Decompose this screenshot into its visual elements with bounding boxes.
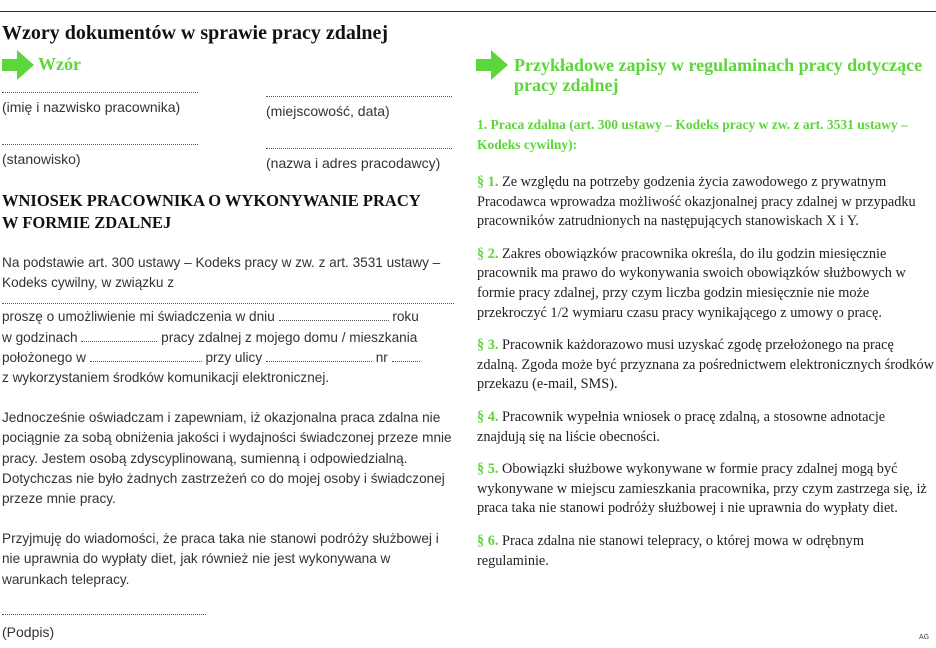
rule-number: § 5. — [477, 461, 499, 478]
article-heading: 1. Praca zdalna (art. 300 ustawy – Kodeks pracy w zw. z art. 3531 ustawy – Kodeks cywilny): — [477, 117, 908, 152]
blank-line — [266, 136, 452, 149]
request-text: przy ulicy — [205, 349, 263, 365]
rule-number: § 1. — [477, 174, 499, 190]
field-label: (stanowisko) — [2, 151, 81, 167]
field-employer — [266, 136, 452, 171]
request-text: proszę o umożliwienie mi świadczenia w dniu — [2, 309, 275, 325]
request-paragraph — [2, 307, 454, 388]
intro-paragraph: Na podstawie art. 300 ustawy – Kodeks pracy w zw. z art. 3531 ustawy – Kodeks cywilny, w związku z — [2, 255, 441, 291]
rule-text: Pracownik wypełnia wniosek o pracę zdalną, a stosowne adnotacje znajdują się na liście obecności. — [477, 408, 886, 445]
blank-line — [2, 293, 454, 304]
regulations-list — [477, 115, 936, 584]
request-text: z wykorzystaniem środków komunikacji elektronicznej. — [2, 370, 330, 386]
request-text: pracy zdalnej z mojego domu / mieszkania — [161, 329, 418, 345]
arrow-right-icon — [2, 50, 34, 80]
rule-text: Pracownik każdorazowo musi uzyskać zgodę przełożonego na pracę zdalną. Zgoda może być przyznana za pośrednictwem elektronicznych środków przekazu (e-mail, SMS). — [477, 337, 934, 393]
request-text: nr — [375, 349, 388, 365]
rule-item — [477, 460, 936, 519]
blank-line — [266, 84, 452, 97]
rule-number: § 2. — [477, 245, 499, 262]
form-title-line: WNIOSEK PRACOWNIKA O WYKONYWANIE PRACY — [2, 191, 421, 210]
rule-item — [477, 532, 936, 571]
blank-line — [279, 310, 389, 322]
field-employee-name — [2, 80, 198, 115]
field-position — [2, 132, 198, 167]
page-title: Wzory dokumentów w sprawie pracy zdalnej — [2, 22, 389, 44]
blank-line — [90, 350, 202, 362]
signature-line — [2, 604, 206, 615]
acknowledgement-paragraph: Przyjmuję do wiadomości, że praca taka nie stanowi podróży służbowej i nie uprawnia do wypłaty diet, jak również nie jest wykonywana w warunkach telepracy. — [2, 531, 439, 587]
section-title-examples: Przykładowe zapisy w regulaminach pracy dotyczące pracy zdalnej — [514, 55, 923, 95]
form-title-line: W FORMIE ZDALNEJ — [2, 213, 172, 232]
form-title — [2, 190, 452, 234]
signature-label: (Podpis) — [2, 624, 55, 640]
field-label: (imię i nazwisko pracownika) — [2, 99, 181, 115]
request-text: roku — [392, 309, 419, 325]
corner-mark: AG — [919, 634, 930, 641]
request-text: w godzinach — [2, 329, 78, 345]
field-place-date — [266, 84, 452, 119]
rule-number: § 3. — [477, 337, 499, 354]
rule-text: Obowiązki służbowe wykonywane w formie pracy zdalnej mogą być wykonywane w miejscu zamieszkania pracownika, przy czym zastrzega się, iż praca taka nie stanowi podróży służbowej i nie uprawnia do wypłaty diet. — [477, 461, 927, 517]
rule-item — [477, 408, 936, 447]
rule-text: Ze względu na potrzeby godzenia życia zawodowego z prywatnym Pracodawca wprowadza możliwość okazjonalnej pracy zdalnej w przypadku pracowników zatrudnionych na następujących stanowiskach X i Y. — [477, 174, 916, 230]
blank-line — [81, 330, 157, 342]
section-label-template: Wzór — [38, 54, 81, 74]
rule-item — [477, 173, 936, 232]
blank-line — [2, 80, 198, 93]
form-body — [2, 253, 454, 590]
rule-number: § 6. — [477, 532, 499, 549]
declaration-paragraph: Jednocześnie oświadczam i zapewniam, iż okazjonalna praca zdalna nie pociągnie za sobą obniżenia jakości i wydajności świadczonej przeze mnie pracy. Jestem osobą zdyscyplinowaną, sumienną i odpowiedzialną. Dotychczas nie było żadnych zastrzeżeń co do mojej osoby i świadczonej przeze mnie pracy. — [2, 410, 452, 507]
field-label: (nazwa i adres pracodawcy) — [266, 155, 441, 171]
blank-line — [392, 350, 420, 362]
top-rule — [0, 11, 936, 12]
request-text: położonego w — [2, 349, 86, 365]
rules-container — [477, 173, 936, 571]
arrow-right-icon — [476, 50, 508, 80]
rule-item — [477, 245, 936, 323]
rule-text: Praca zdalna nie stanowi telepracy, o której mowa w odrębnym regulaminie. — [477, 532, 864, 569]
rule-text: Zakres obowiązków pracownika określa, do ilu godzin miesięcznie pracownik ma prawo do wykonywania swoich obowiązków służbowych w formie pracy zdalnej, przy czym liczba godzin miesięcznie nie może przekroczyć 1/2 wymiaru czasu pracy wynikającego z umowy o pracę. — [477, 245, 906, 321]
field-label: (miejscowość, data) — [266, 103, 390, 119]
rule-item — [477, 336, 936, 395]
rule-number: § 4. — [477, 408, 499, 425]
blank-line — [266, 350, 372, 362]
blank-line — [2, 132, 198, 145]
